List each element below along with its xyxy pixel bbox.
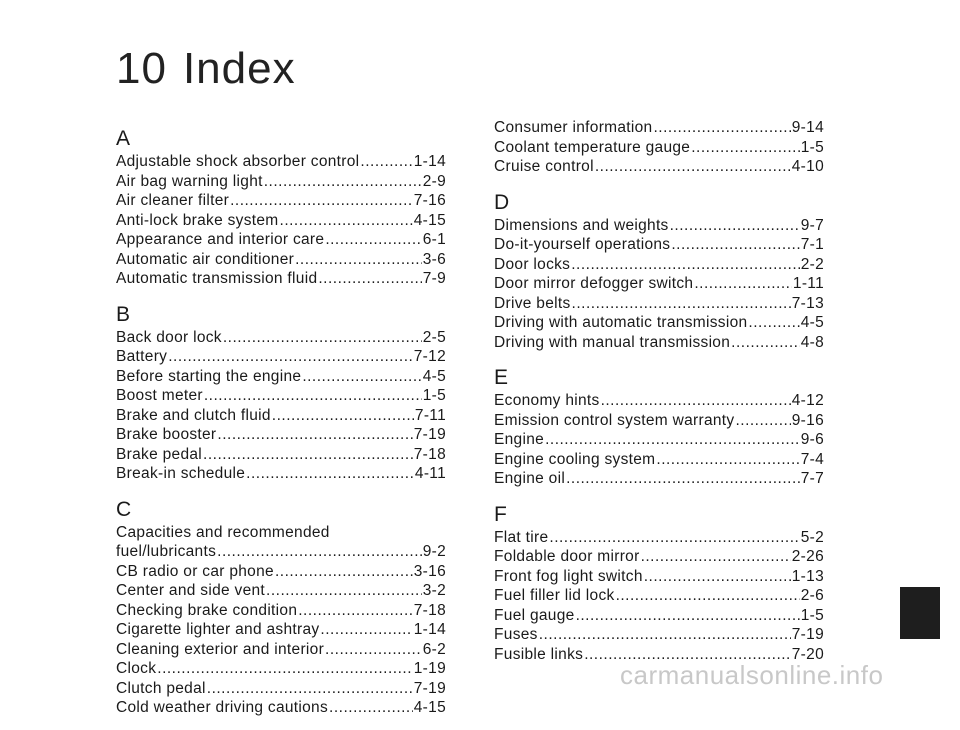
index-section xyxy=(494,189,824,353)
chapter-title: Index xyxy=(182,44,296,93)
index-entry xyxy=(494,118,824,138)
dot-leader xyxy=(545,430,800,450)
index-entry xyxy=(116,464,446,484)
entry-page: 9-16 xyxy=(791,411,824,429)
entry-name: Brake and clutch fluid xyxy=(116,406,271,424)
dot-leader xyxy=(566,469,800,489)
index-entry xyxy=(116,523,446,543)
entry-page: 4-8 xyxy=(800,333,824,351)
entry-page: 1-5 xyxy=(800,606,824,624)
entry-name: Coolant temperature gauge xyxy=(494,138,691,156)
dot-leader xyxy=(644,567,791,587)
entry-page: 7-13 xyxy=(791,294,824,312)
entry-page: 1-11 xyxy=(792,275,824,292)
entry-name: Cruise control xyxy=(494,158,594,175)
entry-page: 1-5 xyxy=(422,387,446,404)
dot-leader xyxy=(601,391,791,411)
index-entry xyxy=(116,367,446,387)
index-entry xyxy=(494,411,824,431)
entry-page: 2-2 xyxy=(800,255,824,273)
entry-page: 4-10 xyxy=(791,158,824,175)
index-entry xyxy=(116,191,446,211)
index-entry xyxy=(494,391,824,411)
entry-page: 7-1 xyxy=(800,236,824,253)
dot-leader xyxy=(329,698,413,718)
entry-name: Fuses xyxy=(494,626,538,643)
entry-page: 7-19 xyxy=(413,426,446,443)
index-entry xyxy=(494,450,824,470)
entry-page: 1-5 xyxy=(800,138,824,156)
index-entry xyxy=(116,445,446,465)
entry-name: Air cleaner filter xyxy=(116,192,230,209)
dot-leader xyxy=(217,425,412,445)
entry-name: Economy hints xyxy=(494,392,600,409)
entry-name: Back door lock xyxy=(116,328,222,346)
entry-page: 4-5 xyxy=(800,314,824,331)
entry-name: Dimensions and weights xyxy=(494,216,669,234)
entry-page: 4-15 xyxy=(413,211,446,229)
index-entry xyxy=(116,601,446,621)
entry-name: Center and side vent xyxy=(116,582,266,599)
entry-page: 3-2 xyxy=(422,582,446,599)
entry-page: 1-19 xyxy=(413,660,446,677)
section-letter: D xyxy=(494,190,510,214)
entry-page: 6-2 xyxy=(422,640,446,658)
dot-leader xyxy=(275,562,413,582)
section-letter: B xyxy=(116,302,131,326)
dot-leader xyxy=(302,367,421,387)
dot-leader xyxy=(671,235,799,255)
entry-page: 9-7 xyxy=(800,216,824,234)
index-entry xyxy=(116,172,446,192)
dot-leader xyxy=(272,406,414,426)
dot-leader xyxy=(694,274,792,294)
index-entry xyxy=(116,620,446,640)
dot-leader xyxy=(264,172,422,192)
entry-page: 5-2 xyxy=(800,528,824,546)
entry-page: 6-1 xyxy=(422,231,446,248)
dot-leader xyxy=(217,542,422,562)
index-entry xyxy=(116,425,446,445)
entry-name: Automatic air conditioner xyxy=(116,250,295,268)
dot-leader xyxy=(641,547,791,567)
entry-page: 3-6 xyxy=(422,250,446,268)
dot-leader xyxy=(325,230,421,250)
entry-page: 4-15 xyxy=(413,699,446,716)
entry-name: Cleaning exterior and interior xyxy=(116,640,325,658)
entry-name: Engine oil xyxy=(494,470,566,487)
index-entry xyxy=(116,679,446,699)
entry-name: Foldable door mirror xyxy=(494,548,640,565)
watermark: carmanualsonline.info xyxy=(620,660,884,690)
entry-name: Appearance and interior care xyxy=(116,231,325,248)
dot-leader xyxy=(572,294,791,314)
dot-leader xyxy=(748,313,799,333)
entry-page: 7-4 xyxy=(800,450,824,468)
entry-name: fuel/lubricants xyxy=(116,543,217,560)
entry-name: Door locks xyxy=(494,255,571,273)
entry-name: Cold weather driving cautions xyxy=(116,699,329,716)
dot-leader xyxy=(539,625,791,645)
entry-name: Emission control system warranty xyxy=(494,411,735,429)
index-entry xyxy=(494,430,824,450)
entry-page: 7-18 xyxy=(413,445,446,463)
entry-page: 7-18 xyxy=(413,601,446,619)
index-entry xyxy=(494,313,824,333)
index-entry xyxy=(116,328,446,348)
index-entry xyxy=(116,581,446,601)
entry-page: 4-12 xyxy=(791,392,824,409)
dot-leader xyxy=(230,191,413,211)
index-section xyxy=(494,118,824,177)
entry-page: 7-7 xyxy=(800,470,824,487)
page-title xyxy=(116,44,296,94)
entry-page: 2-26 xyxy=(791,548,824,565)
entry-name: Brake booster xyxy=(116,426,217,443)
index-entry xyxy=(116,562,446,582)
index-section xyxy=(116,301,446,484)
index-entry xyxy=(494,274,824,294)
entry-name: Engine cooling system xyxy=(494,450,656,468)
entry-page: 2-5 xyxy=(422,328,446,346)
entry-name: Break-in schedule xyxy=(116,465,246,482)
entry-name: Flat tire xyxy=(494,528,549,546)
dot-leader xyxy=(731,333,800,353)
dot-leader xyxy=(318,269,421,289)
index-entry xyxy=(116,386,446,406)
index-entry xyxy=(494,294,824,314)
entry-page: 1-14 xyxy=(413,153,446,170)
entry-page: 4-11 xyxy=(414,465,446,482)
entry-name: Adjustable shock absorber control xyxy=(116,153,360,170)
dot-leader xyxy=(295,250,422,270)
section-letter: E xyxy=(494,366,509,389)
dot-leader xyxy=(157,659,413,679)
section-letter: C xyxy=(116,497,132,521)
index-section xyxy=(494,501,824,665)
dot-leader xyxy=(656,450,799,470)
index-entry xyxy=(494,469,824,489)
index-entry xyxy=(116,211,446,231)
dot-leader xyxy=(223,328,422,348)
entry-page: 7-11 xyxy=(414,406,446,424)
entry-name: Boost meter xyxy=(116,387,203,404)
entry-name: Brake pedal xyxy=(116,445,203,463)
dot-leader xyxy=(203,445,413,465)
dot-leader xyxy=(168,347,413,367)
dot-leader xyxy=(325,640,422,660)
index-entry xyxy=(494,157,824,177)
entry-name: Driving with manual transmission xyxy=(494,333,731,351)
dot-leader xyxy=(320,620,412,640)
entry-page: 1-14 xyxy=(413,621,446,638)
chapter-number: 10 xyxy=(116,44,167,93)
entry-page: 7-19 xyxy=(791,626,824,643)
entry-name: Automatic transmission fluid xyxy=(116,270,318,287)
dot-leader xyxy=(670,216,800,236)
dot-leader xyxy=(207,679,413,699)
index-entry xyxy=(494,333,824,353)
dot-leader xyxy=(735,411,790,431)
index-entry xyxy=(494,606,824,626)
index-section xyxy=(116,125,446,289)
entry-name: Before starting the engine xyxy=(116,367,302,385)
entry-name: Capacities and recommended xyxy=(116,523,330,541)
entry-name: Engine xyxy=(494,431,545,448)
entry-page: 1-13 xyxy=(791,567,824,585)
index-entry xyxy=(494,586,824,606)
chapter-tab-marker xyxy=(900,587,940,639)
entry-page: 9-14 xyxy=(791,119,824,136)
index-entry xyxy=(116,406,446,426)
index-entry xyxy=(116,269,446,289)
entry-name: Drive belts xyxy=(494,294,571,312)
dot-leader xyxy=(266,581,422,601)
index-entry xyxy=(494,567,824,587)
index-entry xyxy=(494,235,824,255)
entry-name: Consumer information xyxy=(494,119,653,136)
entry-page: 7-20 xyxy=(791,645,824,663)
entry-name: Driving with automatic transmission xyxy=(494,314,748,331)
entry-page: 3-16 xyxy=(413,562,446,580)
entry-name: Cigarette lighter and ashtray xyxy=(116,621,320,638)
dot-leader xyxy=(204,386,422,406)
index-entry xyxy=(116,230,446,250)
index-column-right xyxy=(494,118,824,676)
section-letter: F xyxy=(494,502,507,526)
entry-page: 9-6 xyxy=(800,431,824,448)
dot-leader xyxy=(616,586,800,606)
index-entry xyxy=(116,152,446,172)
entry-page: 7-9 xyxy=(422,270,446,287)
index-entry xyxy=(494,625,824,645)
entry-page: 7-19 xyxy=(413,679,446,697)
dot-leader xyxy=(246,464,414,484)
dot-leader xyxy=(571,255,799,275)
entry-name: CB radio or car phone xyxy=(116,562,274,580)
entry-page: 2-9 xyxy=(422,172,446,190)
entry-name: Battery xyxy=(116,348,168,365)
index-entry xyxy=(116,250,446,270)
entry-name: Fusible links xyxy=(494,645,584,663)
index-section xyxy=(494,364,824,489)
entry-page: 7-16 xyxy=(413,192,446,209)
entry-page: 9-2 xyxy=(422,543,446,560)
dot-leader xyxy=(653,118,790,138)
index-entry xyxy=(494,255,824,275)
entry-name: Fuel gauge xyxy=(494,606,575,624)
index-entry xyxy=(116,640,446,660)
entry-name: Clock xyxy=(116,660,157,677)
entry-name: Clutch pedal xyxy=(116,679,206,697)
entry-name: Door mirror defogger switch xyxy=(494,275,694,292)
index-entry xyxy=(494,138,824,158)
entry-name: Fuel filler lid lock xyxy=(494,587,615,604)
dot-leader xyxy=(595,157,791,177)
entry-name: Anti-lock brake system xyxy=(116,211,279,229)
dot-leader xyxy=(298,601,413,621)
entry-page: 7-12 xyxy=(413,348,446,365)
index-entry xyxy=(494,547,824,567)
entry-page: 2-6 xyxy=(800,587,824,604)
entry-name: Checking brake condition xyxy=(116,601,298,619)
dot-leader xyxy=(280,211,413,231)
index-entry xyxy=(116,347,446,367)
entry-name: Front fog light switch xyxy=(494,567,643,585)
entry-name: Air bag warning light xyxy=(116,172,263,190)
entry-name: Do-it-yourself operations xyxy=(494,236,671,253)
index-entry xyxy=(494,216,824,236)
index-entry xyxy=(116,542,446,562)
dot-leader xyxy=(576,606,800,626)
index-entry xyxy=(116,698,446,718)
entry-page: 4-5 xyxy=(422,367,446,385)
dot-leader xyxy=(549,528,799,548)
index-entry xyxy=(116,659,446,679)
index-section xyxy=(116,496,446,718)
index-column-left xyxy=(116,123,446,730)
dot-leader xyxy=(691,138,799,158)
section-letter: A xyxy=(116,127,131,150)
dot-leader xyxy=(360,152,412,172)
index-entry xyxy=(494,528,824,548)
